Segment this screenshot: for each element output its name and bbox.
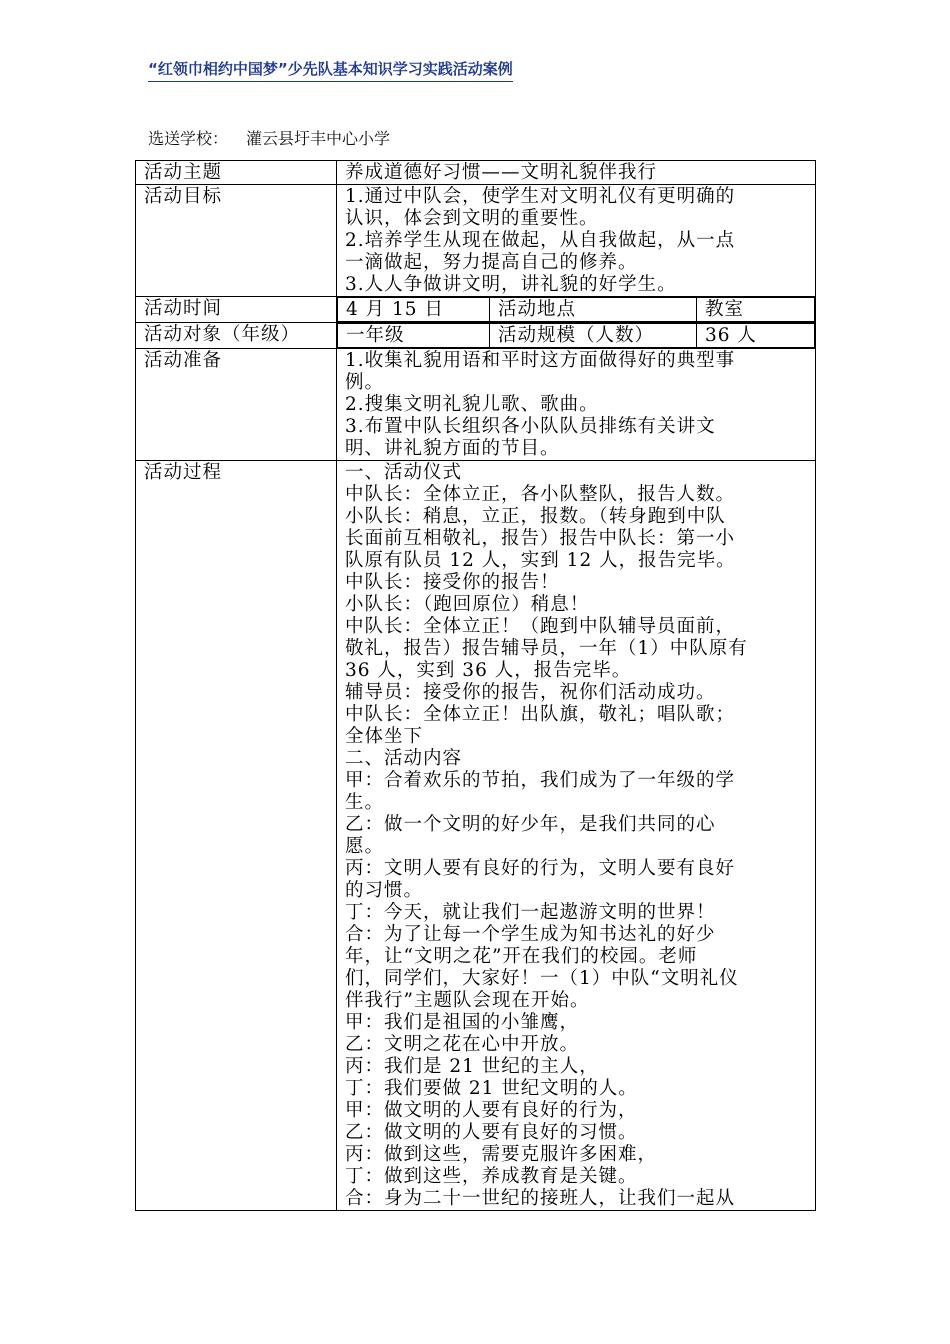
goal-line: 一滴做起，努力提高自己的修养。 (345, 252, 638, 273)
prep-line: 3.布置中队长组织各小队队员排练有关讲文 (345, 416, 716, 437)
theme-value: 养成道德好习惯——文明礼貌伴我行 (337, 161, 816, 185)
process-line: 生。 (345, 792, 385, 813)
process-line: 中队长：接受你的报告！ (345, 572, 560, 593)
process-line: 合：身为二十一世纪的接班人，让我们一起从 (345, 1188, 736, 1209)
prep-line: 例。 (345, 372, 385, 393)
process-line: 愿。 (345, 836, 385, 857)
process-key: 活动过程 (136, 461, 337, 1211)
prep-line: 2.搜集文明礼貌儿歌、歌曲。 (345, 394, 599, 415)
process-line: 甲：做文明的人要有良好的行为， (345, 1100, 638, 1121)
process-line: 敬礼，报告）报告辅导员，一年（1）中队原有 (345, 638, 748, 659)
goal-line: 1.通过中队会，使学生对文明礼仪有更明确的 (345, 186, 736, 207)
process-line: 辅导员：接受你的报告，祝你们活动成功。 (345, 682, 716, 703)
prep-line: 明、讲礼貌方面的节目。 (345, 438, 560, 459)
document-header: “红领巾相约中国梦”少先队基本知识学习实践活动案例 (148, 58, 513, 82)
goal-line: 3.人人争做讲文明，讲礼貌的好学生。 (345, 274, 677, 295)
place-key: 活动地点 (490, 298, 697, 322)
process-line: 长面前互相敬礼，报告）报告中队长：第一小 (345, 528, 736, 549)
row-time (136, 297, 816, 323)
process-line: 年，让“文明之花”开在我们的校园。老师 (345, 946, 698, 967)
process-line: 全体坐下 (345, 726, 424, 747)
time-key: 活动时间 (136, 297, 337, 323)
theme-key: 活动主题 (136, 161, 337, 185)
process-line: 队原有队员 12 人，实到 12 人，报告完毕。 (345, 550, 736, 571)
place-value: 教室 (697, 298, 815, 322)
target-value: 一年级 (338, 324, 490, 348)
process-line: 们，同学们，大家好！一（1）中队“文明礼仪 (345, 968, 739, 989)
process-line: 丙：我们是 21 世纪的主人， (345, 1056, 599, 1077)
goal-key: 活动目标 (136, 185, 337, 297)
row-goal (136, 185, 816, 297)
process-line: 小队长：（跑回原位）稍息！ (345, 594, 590, 615)
prep-key: 活动准备 (136, 349, 337, 461)
prep-line: 1.收集礼貌用语和平时这方面做得好的典型事 (345, 350, 736, 371)
process-line: 丙：做到这些，需要克服许多困难， (345, 1144, 658, 1165)
process-line: 丙：文明人要有良好的行为，文明人要有良好 (345, 858, 736, 879)
process-line: 丁：我们要做 21 世纪文明的人。 (345, 1078, 638, 1099)
process-line: 36 人，实到 36 人，报告完毕。 (345, 660, 632, 681)
process-line: 乙：做一个文明的好少年，是我们共同的心 (345, 814, 716, 835)
process-line: 小队长：稍息，立正，报数。（转身跑到中队 (345, 506, 726, 527)
goal-line: 2.培养学生从现在做起，从自我做起，从一点 (345, 230, 736, 251)
school-label: 选送学校： (148, 129, 229, 148)
goal-line: 认识，体会到文明的重要性。 (345, 208, 599, 229)
process-line: 一、活动仪式 (345, 462, 463, 483)
target-key: 活动对象（年级） (136, 323, 337, 349)
process-line: 乙：做文明的人要有良好的习惯。 (345, 1122, 638, 1143)
process-line: 甲：合着欢乐的节拍，我们成为了一年级的学 (345, 770, 736, 791)
process-line: 中队长：全体立正！（跑到中队辅导员面前， (345, 616, 736, 637)
row-target (136, 323, 816, 349)
process-line: 的习惯。 (345, 880, 424, 901)
row-prep (136, 349, 816, 461)
school-line (148, 126, 390, 149)
target-split (337, 323, 816, 349)
process-line: 中队长：全体立正，各小队整队，报告人数。 (345, 484, 736, 505)
process-line: 丁：做到这些，养成教育是关键。 (345, 1166, 638, 1187)
process-value (337, 461, 816, 1211)
process-line: 伴我行”主题队会现在开始。 (345, 990, 590, 1011)
school-name: 灌云县圩丰中心小学 (246, 129, 391, 148)
process-line: 二、活动内容 (345, 748, 463, 769)
process-line: 中队长：全体立正！出队旗，敬礼；唱队歌； (345, 704, 736, 725)
process-line: 合：为了让每一个学生成为知书达礼的好少 (345, 924, 716, 945)
goal-value (337, 185, 816, 297)
activity-table (135, 160, 816, 1211)
row-theme (136, 161, 816, 185)
process-line: 乙：文明之花在心中开放。 (345, 1034, 580, 1055)
row-process (136, 461, 816, 1211)
scale-key: 活动规模（人数） (490, 324, 697, 348)
process-line: 丁：今天，就让我们一起遨游文明的世界！ (345, 902, 716, 923)
time-value: 4 月 15 日 (338, 298, 490, 322)
process-line: 甲：我们是祖国的小雏鹰， (345, 1012, 580, 1033)
prep-value (337, 349, 816, 461)
time-split (337, 297, 816, 323)
scale-value: 36 人 (697, 324, 815, 348)
